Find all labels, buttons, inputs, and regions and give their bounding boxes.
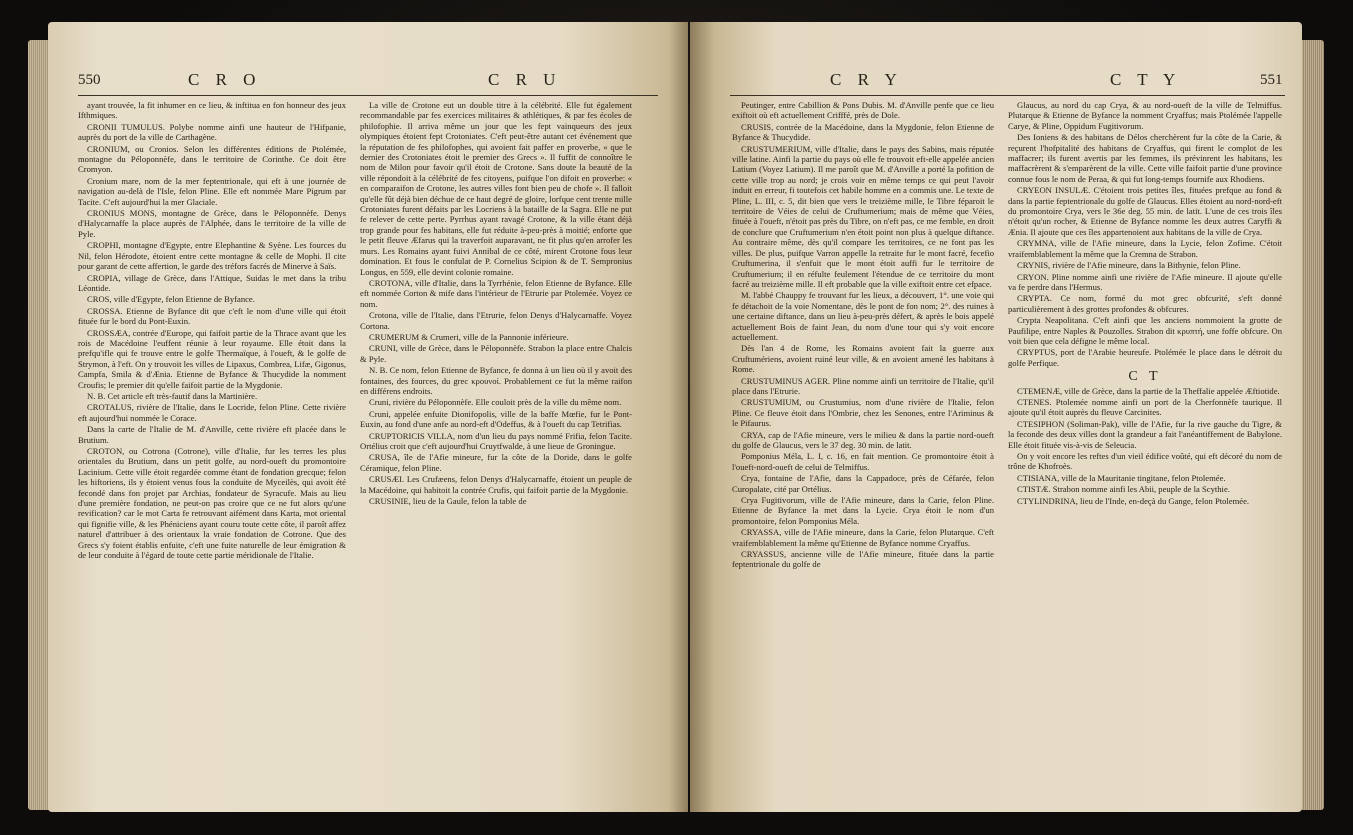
dictionary-entry: CTISTÆ. Strabon nomme ainfi les Abii, peuple de la Scythie. [1017,484,1230,495]
dictionary-entry: CRYASSA, ville de l'Afie mineure, dans la Carie, felon Plutarque. C'eft vraifemblablement la même qu'Etienne de Byfance nomme Cryaffus. [732,527,994,548]
right-column-2 [1008,100,1282,800]
section-heading-ct: C T [1128,369,1162,385]
dictionary-entry: CROTONA, ville d'Italie, dans la Tyrrhénie, felon Etienne de Byfance. Elle eft nommée Corton & mife dans l'intérieur de l'Etrurie par Ptolemée. Voyez ce nom. [360,277,632,309]
dictionary-entry: Cruni, appelée enfuite Dionifopolis, ville de la baffe Mœfie, fur le Pont-Euxin, au fond d'une anfe au nord-eft d'Odeffus, & à l'oueft du cap Tetrifias. [360,408,632,430]
dictionary-entry: Cronium mare, nom de la mer feptentrionale, qui eft à une journée de navigation au-delà de l'Isle, felon Pline. Elle eft nommée Mare Pigrum par Tacite. C'eft aujourd'hui la mer Glaciale. [78,175,346,207]
head-rule-right [730,95,1285,96]
dictionary-entry: Dans la carte de l'Italie de M. d'Anville, cette rivière eft placée dans le Brutium. [78,424,346,445]
dictionary-entry: CRUPTORICIS VILLA, nom d'un lieu du pays nommé Frifia, felon Tacite. Ortélius croit que c'eft aujourd'hui Cruytfwalde, à une lieue de Groningue. [360,430,632,451]
running-head-right-col1: C R Y [830,70,903,89]
left-column-2 [360,100,632,800]
dictionary-entry: CROS, ville d'Egypte, felon Etienne de Byfance. [87,294,255,305]
dictionary-entry: CRYMNA, ville de l'Afie mineure, dans la Lycie, felon Zofime. C'étoit vraifemblablement la même que la Cremna de Strabon. [1008,238,1282,259]
dictionary-entry: CRYEON INSULÆ. C'étoient trois petites îles, fituées prefque au fond & dans la partie feptentrionale du golfe de Glaucus. Elles étoient au nord-nord-eft du promontoire Crya, vers le 36e deg. 55 min. de latit. L'une de ces trois îles n'étoit qu'un rocher, & Etienne de Byfance nomme les deux autres Caryffi & Ænia. Il ajoute que ces îles appartenoient aux habitans de la ville de Crya. [1008,185,1282,237]
dictionary-entry: CRYPTA. Ce nom, formé du mot grec obfcurité, s'eft donné particulièrement à des grottes profondes & obfcures. [1008,293,1282,314]
dictionary-entry: CRUNI, ville de Grèce, dans le Péloponnèfe. Strabon la place entre Chalcis & Pyle. [360,343,632,364]
dictionary-entry: CRONIUM, ou Cronios. Selon les différentes éditions de Ptolémée, montagne du Péloponnèfe, dans le territoire de Corinthe. Ce doit être Cromyon. [78,143,346,175]
dictionary-entry: CRONIUS MONS, montagne de Grèce, dans le Péloponnèfe. Denys d'Halycarnaffe la place auprès de l'Alphée, dans le territoire de la ville de Pyle. [78,208,346,239]
dictionary-entry: CROPHI, montagne d'Egypte, entre Elephantine & Syène. Les fources du Nil, felon Hérodote, étoient entre cette montagne & celle de Mophi. Il cite pour garant de cette affertion, le garde des tréfors facrés de Minerve à Saïs. [78,240,346,272]
dictionary-entry: CTENES. Ptolemée nomme ainfi un port de la Cherfonnèfe taurique. Il ajoute qu'il étoit auprès du fleuve Carcinites. [1008,396,1282,418]
dictionary-entry: CRUSIS, contrée de la Macédoine, dans la Mygdonie, felon Etienne de Byfance & Thucydide. [732,121,994,143]
dictionary-entry: CRUSTUMIUM, ou Crustumius, nom d'une rivière de l'Italie, felon Pline. Ce fleuve étoit dans l'Ombrie, chez les Senones, entre l'Ariminus & le Pifaurus. [732,397,994,429]
running-head-left-col2: C R U [488,70,562,89]
dictionary-entry: Crotona, ville de l'Italie, dans l'Etrurie, felon Denys d'Halycarnaffe. Voyez Cortona. [360,310,632,331]
right-column-1 [732,100,994,800]
dictionary-entry: CRUMERUM & Crumeri, ville de la Pannonie inférieure. [369,331,569,342]
running-head-left-col1: C R O [188,70,262,89]
dictionary-entry: CRYON. Pline nomme ainfi une rivière de l'Afie mineure. Il ajoute qu'elle va fe perdre dans l'Hermus. [1008,271,1282,292]
dictionary-entry: M. l'abbé Chauppy fe trouvant fur les lieux, a découvert, 1°. une voie qui fe détachoit de la voie Nomentane, dès le pont de fon nom; 2°. des ruines à une certaine diftance, dans un lieu à-peu-près défert, & après le bois appelé actuellement Bois de faint Jean, du nom d'une tour qui s'y voit encore actuellement. [732,290,994,342]
dictionary-entry: N. B. Ce nom, felon Etienne de Byfance, fe donna à un lieu où il y avoit des fontaines, des fources, du grec κρουνοί. Probablement ce fut la même raifon en différens endroits. [360,365,632,396]
dictionary-entry: CRUSTUMINUS AGER. Pline nomme ainfi un territoire de l'Italie, qu'il place dans l'Etrurie. [732,375,994,396]
dictionary-entry: On y voit encore les reftes d'un vieil édifice voûté, qui eft décoré du nom de trône de Khofroès. [1008,451,1282,472]
page-edges-left [28,40,50,810]
dictionary-entry: CRYNIS, rivière de l'Afie mineure, dans la Bithynie, felon Pline. [1017,260,1241,271]
dictionary-entry: Glaucus, au nord du cap Crya, & au nord-oueft de la ville de Telmiffus. Plutarque & Etienne de Byfance la nomment Cryaffus; mais Ptolémée l'appelle Carye, & Pline, Oppidum Fugitivorum. [1008,100,1282,131]
dictionary-entry: CRUSINIE, lieu de la Gaule, felon la table de [369,496,527,507]
dictionary-entry: Peutinger, entre Cabillion & Pons Dubis. M. d'Anville penfe que ce lieu exiftoit où eft actuellement Crifffé, près de Dole. [732,100,994,121]
dictionary-entry: CROSSÆA, contrée d'Europe, qui faifoit partie de la Thrace avant que les rois de Macédoine l'euffent réunie à leur royaume. Elle étoit dans la prefqu'ifle qui fe trouve entre le golfe Thermaïque, à l'oueft, & le golfe de Strymon, à l'eft. On y trouvoit les villes de Lipaxus, Combrea, Lifæ, Gigonus, Campfa, Smila & d'Ænia. Etienne de Byfance & Thucydide la nomment Croufis; le premier dit qu'elle faifoit partie de la Mygdonie. [78,327,346,390]
dictionary-entry: ayant trouvée, la fit inhumer en ce lieu, & inftitua en fon honneur des jeux Ifthmiques. [78,100,346,121]
dictionary-entry: La ville de Crotone eut un double titre à la célébrité. Elle fut également recommandable par fes exercices militaires & athlétiques, & par fes écoles de philofophie. Il arriva même un jour que les fept vainqueurs des jeux olympiques étoient fept Crotoniates. C'eft peut-être autant cet événement que la réputation de fes philofophes, qui avoient fait paffer en proverbe, « que le dernier des Crotoniates étoit le premier des Grecs ». Il fuffit de connoître le nom de Milon pour favoir qu'il étoit de Crotone. Sans doute la beauté de la ville répondoit à la célébrité de fes citoyens, puifque l'on difoit en proverbe: « en comparaifon de Crotone, les autres villes font bien peu de chofe ». Il falloit qu'elle fût déjà bien déchue de ce haut degré de gloire, lorfque cent trente mille Crotoniates furent défaits par les Locriens à la bataille de la Sagra. Elle ne put fe relever de cette perte. Pyrrhus ayant ravagé Crotone, & la ville étant déjà trop grande pour fes habitans, elle fut réduite à-peu-près à moitié; enforte que le petit fleuve Æfarus qui la traverfoit auparavant, ne fit plus qu'en arrofer les murs. Les Romains ayant fuivi Annibal de ce côté, mirent Crotone fous leur domination. Et fous le confulat de P. Cornelius Scipion & de T. Sempronius Longus, en 559, elle devint colonie romaine. [360,100,632,277]
dictionary-entry: CROSSA. Etienne de Byfance dit que c'eft le nom d'une ville qui étoit fituée fur le bord du Pont-Euxin. [78,305,346,327]
dictionary-entry: CRONII TUMULUS. Polybe nomme ainfi une hauteur de l'Hifpanie, auprès du port de la ville de Carthagène. [78,121,346,143]
dictionary-entry: CTESIPHON (Soliman-Pak), ville de l'Afie, fur la rive gauche du Tigre, & la feconde des deux villes dont la grandeur a fait l'anéantiffement de Babylone. Elle étoit fituée vis-à-vis de Seleucia. [1008,418,1282,450]
page-number-right: 551 [1260,72,1283,88]
dictionary-entry: CROTALUS, rivière de l'Italie, dans le Locride, felon Pline. Cette rivière eft aujourd'hui nommée le Corace. [78,402,346,423]
dictionary-entry: CRYA, cap de l'Afie mineure, vers le milieu & dans la partie nord-oueft du golfe de Glaucus, vers le 37 deg. 30 min. de latit. [732,429,994,450]
dictionary-entry: Crypta Neapolitana. C'eft ainfi que les anciens nommoient la grotte de Paufilipe, entre Naples & Pouzolles. Strabon dit κρυπτή, une foffe obfcure. On voit bien que cela défigne le même local. [1008,315,1282,346]
dictionary-entry: Pomponius Méla, L. I, c. 16, en fait mention. Ce promontoire étoit à l'oueft-nord-oueft de celui de Telmiffus. [732,451,994,472]
dictionary-entry: CTYLINDRINA, lieu de l'Inde, en-deçà du Gange, felon Ptolemée. [1017,495,1250,506]
dictionary-entry: CROTON, ou Cotrona (Cotrone), ville d'Italie, fur les terres les plus orientales du Brutium, dans un petit golfe, au nord-oueft du promontoire Lacinium. Cette ville étoit regardée comme étant de fondation grecque; felon les hiftoriens, ils y étoient venus fous la conduite de Myceilès, qui avoit été fecondé dans fon projet par Archias, fondateur de Syracufe. Mais au lieu d'une première fondation, ne peut-on pas croire que ce ne fut alors qu'une revification? car le mot Carta fe retrouvant aifément dans Karta, mot oriental qui fignifie ville, & les Phéniciens ayant couru toute cette côte, il paroît affez naturel d'attribuer à des orientaux la vraie fondation de Cotrone. Que des Grecs s'y foient établis enfuite, c'eft une fuite naturelle de leur émigration & de leur conduite à l'égard de toute cette partie méridionale de l'Italie. [78,446,346,561]
head-rule-left [78,95,658,96]
dictionary-entry: CTEMENÆ, ville de Grèce, dans la partie de la Theffalie appelée Æftiotide. [1017,385,1280,396]
dictionary-entry: CTISIANA, ville de la Mauritanie tingitane, felon Ptolemée. [1017,472,1226,483]
dictionary-entry: Crya Fugitivorum, ville de l'Afie mineure, dans la Carie, felon Pline. Etienne de Byfance la met dans la Lycie. Crya étoit le nom d'un promontoire, felon Pomponius Méla. [732,495,994,526]
right-column-2-ct-entries [1008,386,1282,506]
page-edges-right [1300,40,1324,810]
left-column-1 [78,100,346,800]
page-number-left: 550 [78,72,101,88]
dictionary-entry: Dès l'an 4 de Rome, les Romains avoient fait la guerre aux Cruftumériens, avoient ruiné leur ville, & en avoient amené les habitans à Rome. [732,343,994,375]
running-head-right-col2: C T Y [1110,70,1182,89]
dictionary-entry: CROPIA, village de Grèce, dans l'Attique, Suidas le met dans la tribu Léontide. [78,272,346,293]
dictionary-entry: CRUSTUMERIUM, ville d'Italie, dans le pays des Sabins, mais réputée ville latine. Ainfi la partie du pays où elle fe trouvoit eft-elle appelée ancien Latium (Voyez Latium). Il me paroît que M. d'Anville a porté la pofition de cette ville trop au nord; je crois voir en même temps ce qui peut l'avoir induit en erreur, fi toutefois cet habile homme en a commis une. Le texte de Pline, L. III, c. 5, dit bien que vers le treizième mille, le Tibre féparoit le territoire de Véies de celui de Cruftumerium; mais de même que Véies, fituée à l'oueft, n'étoit pas près du Tibre, on n'eft pas, ce me femble, en droit de conclure que Cruftumerium n'en étoit point non plus à quelque diftance. Au contraire même, dès qu'il compare les territoires, ce ne font pas les villes. De plus, puifque Varron appelle la retraite fur le mont facré, fecefio Cruftumerina, il s'enfuit que le mont étoit auffi fur le territoire de Cruftumerium; il en réfulte feulement l'étendue de ce territoire du mont facré au treizième mille. Il eft probable que la ville exiftoit entre cet efpace. [732,143,994,289]
dictionary-entry: CRUSÆI. Les Crufæens, felon Denys d'Halycarnaffe, étoient un peuple de la Macédoine, qui habitoit la contrée Crufis, qui faifoit partie de la Mygdonie. [360,474,632,495]
dictionary-entry: Des Ioniens & des habitans de Délos cherchèrent fur la côte de la Carie, & reçurent l'hofpitalité des habitans de Cryaffus, qui firent le complot de les maffacrer; ils furent avertis par les femmes, ils prévinrent les habitans, les maffacrèrent & s'emparèrent de la ville. Cette ville faifoit partie d'une province connue fous le nom de Peraa, & qui fut long-temps fournife aux Rhodiens. [1008,132,1282,184]
dictionary-entry: CRUSA, île de l'Afie mineure, fur la côte de la Doride, dans le golfe Céramique, felon Pline. [360,452,632,473]
dictionary-entry: Cruni, rivière du Péloponnèfe. Elle couloit près de la ville du même nom. [369,397,622,408]
right-column-2-cry-entries [1008,100,1282,368]
left-page [48,22,688,812]
dictionary-entry: CRYASSUS, ancienne ville de l'Afie mineure, fituée dans la partie feptentrionale du golfe de [732,549,994,570]
dictionary-entry: N. B. Cet article eft très-fautif dans la Martinière. [87,390,258,401]
right-page [690,22,1302,812]
dictionary-entry: Crya, fontaine de l'Afie, dans la Cappadoce, près de Céfarée, felon Curopalate, cité par Ortélius. [732,473,994,494]
dictionary-entry: CRYPTUS, port de l'Arabie heureufe. Ptolémée le place dans le détroit du golfe Perfique. [1008,347,1282,368]
